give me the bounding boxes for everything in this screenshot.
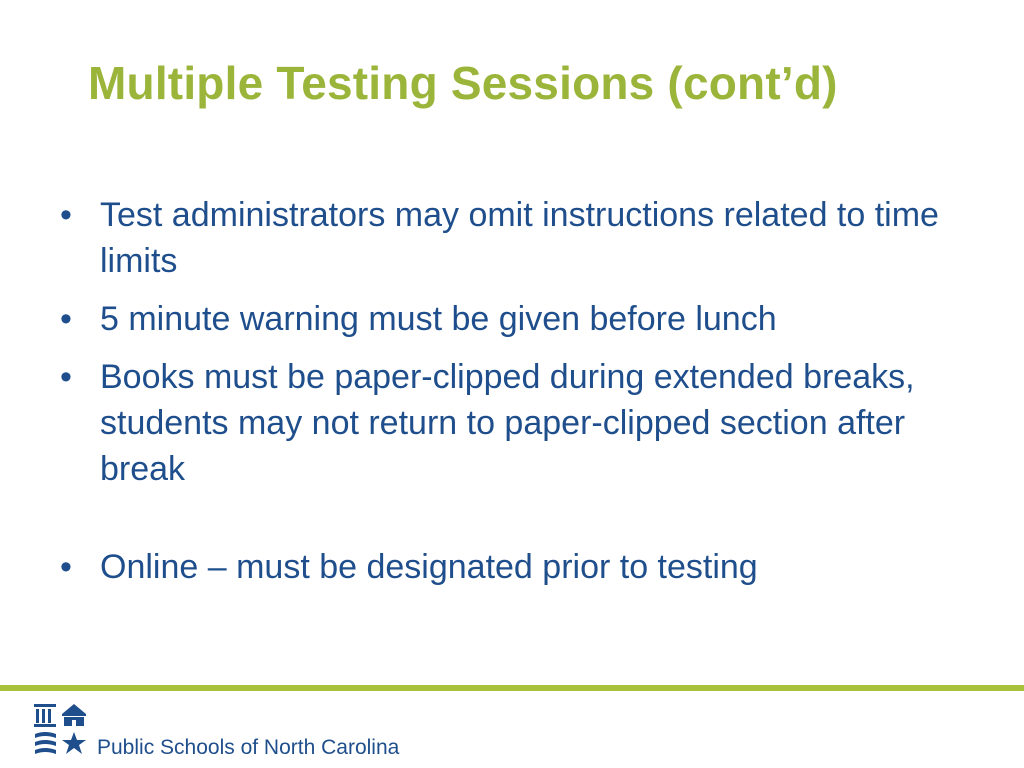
bullet-marker: • xyxy=(60,300,72,338)
footer-divider xyxy=(0,685,1024,691)
bullet-marker: • xyxy=(60,358,72,396)
bullet-item xyxy=(58,354,988,492)
bullet-text: Test administrators may omit instructions related to time limits xyxy=(100,196,939,280)
bullet-list xyxy=(58,192,988,602)
bullet-marker: • xyxy=(60,196,72,234)
bullet-text: 5 minute warning must be given before lunch xyxy=(100,300,777,338)
bullet-item xyxy=(58,192,988,284)
bullet-marker: • xyxy=(60,548,72,586)
bullet-text: Online – must be designated prior to testing xyxy=(100,548,758,586)
public-schools-nc-logo-icon xyxy=(32,700,90,760)
bullet-item xyxy=(58,544,988,590)
bullet-text: Books must be paper-clipped during extended breaks, students may not return to paper-clipped section after break xyxy=(100,358,915,488)
slide-title: Multiple Testing Sessions (cont’d) xyxy=(88,57,838,109)
organization-name: Public Schools of North Carolina xyxy=(97,736,400,759)
bullet-item xyxy=(58,296,988,342)
